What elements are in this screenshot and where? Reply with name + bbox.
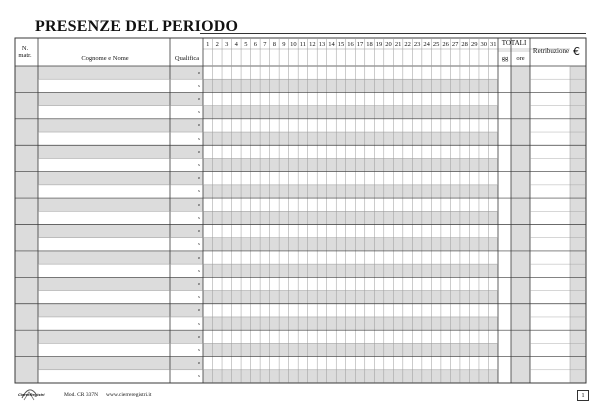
day-number: 1 — [206, 41, 210, 48]
days-lower-shade — [203, 343, 498, 356]
day-number: 4 — [234, 41, 238, 48]
nome-upper-shade — [38, 172, 170, 185]
header-totali: TOTALI — [501, 39, 527, 47]
day-number: 5 — [244, 41, 248, 48]
day-number: 8 — [272, 41, 276, 48]
nome-upper-shade — [38, 251, 170, 264]
day-number: 29 — [470, 41, 478, 48]
row-marker: o — [197, 96, 201, 102]
day-number: 18 — [366, 41, 373, 48]
row-marker: o — [197, 201, 201, 207]
day-number: 7 — [263, 41, 267, 48]
euro-icon: € — [573, 45, 580, 58]
day-number: 26 — [442, 41, 449, 48]
day-number: 10 — [290, 41, 297, 48]
nome-upper-shade — [38, 330, 170, 343]
nome-upper-shade — [38, 66, 170, 79]
row-marker: s — [198, 320, 200, 326]
day-number: 12 — [309, 41, 316, 48]
row-marker: o — [197, 333, 201, 339]
days-lower-shade — [203, 79, 498, 92]
day-number: 31 — [489, 41, 497, 48]
row-marker: o — [197, 148, 201, 154]
day-number: 24 — [423, 41, 430, 48]
header-nome: Cognome e Nome — [81, 55, 129, 62]
day-number: 3 — [225, 41, 229, 48]
nome-upper-shade — [38, 357, 170, 370]
nome-upper-shade — [38, 304, 170, 317]
day-number: 17 — [356, 41, 364, 48]
day-number: 21 — [394, 41, 402, 48]
day-number: 16 — [347, 41, 354, 48]
days-lower-shade — [203, 211, 498, 224]
row-marker: s — [198, 82, 200, 88]
nome-upper-shade — [38, 198, 170, 211]
day-number: 30 — [480, 41, 487, 48]
nome-upper-shade — [38, 145, 170, 158]
days-lower-shade — [203, 185, 498, 198]
row-marker: s — [198, 162, 200, 168]
header-retribuzione: Retribuzione — [532, 47, 570, 55]
model-code: Mod. CR 337N — [64, 392, 99, 398]
row-marker: s — [198, 135, 200, 141]
row-marker: o — [197, 228, 201, 234]
day-number: 2 — [215, 41, 219, 48]
nome-upper-shade — [38, 119, 170, 132]
row-marker: s — [198, 241, 200, 247]
day-number: 19 — [375, 41, 383, 48]
day-number: 23 — [413, 41, 421, 48]
row-marker: s — [198, 188, 200, 194]
days-lower-shade — [203, 291, 498, 304]
day-number: 27 — [451, 41, 459, 48]
row-marker: s — [198, 373, 200, 379]
row-marker: s — [198, 214, 200, 220]
row-marker: s — [198, 346, 200, 352]
nome-upper-shade — [38, 225, 170, 238]
day-number: 22 — [404, 41, 411, 48]
header-ore: ore — [516, 55, 525, 62]
day-number: 15 — [337, 41, 345, 48]
form-title: PRESENZE DEL PERIODO — [35, 18, 239, 35]
header-gg: gg — [501, 55, 509, 62]
nome-upper-shade — [38, 277, 170, 290]
days-lower-shade — [203, 370, 498, 383]
day-number: 13 — [318, 41, 326, 48]
day-number: 9 — [282, 41, 286, 48]
row-marker: o — [197, 122, 201, 128]
days-lower-shade — [203, 264, 498, 277]
days-lower-shade — [203, 317, 498, 330]
day-number: 14 — [328, 41, 335, 48]
day-number: 11 — [299, 41, 307, 48]
days-lower-shade — [203, 106, 498, 119]
day-number: 6 — [253, 41, 257, 48]
day-number: 20 — [385, 41, 392, 48]
header-qualifica: Qualifica — [174, 55, 200, 62]
row-marker: s — [198, 109, 200, 115]
row-marker: o — [197, 280, 201, 286]
row-marker: o — [197, 254, 201, 260]
row-marker: o — [197, 307, 201, 313]
days-lower-shade — [203, 158, 498, 171]
days-lower-shade — [203, 238, 498, 251]
row-marker: s — [198, 294, 200, 300]
day-number: 28 — [461, 41, 468, 48]
nome-upper-shade — [38, 92, 170, 105]
row-marker: o — [197, 175, 201, 181]
logo-text: CierreRegistri — [18, 392, 45, 397]
row-marker: o — [197, 69, 201, 75]
row-marker: s — [198, 267, 200, 273]
day-number: 25 — [432, 41, 440, 48]
website: www.cierreregistri.it — [106, 392, 152, 398]
header-matricola: N. matr. — [18, 45, 32, 59]
days-lower-shade — [203, 132, 498, 145]
page-number: 1 — [577, 390, 589, 401]
row-marker: o — [197, 360, 201, 366]
